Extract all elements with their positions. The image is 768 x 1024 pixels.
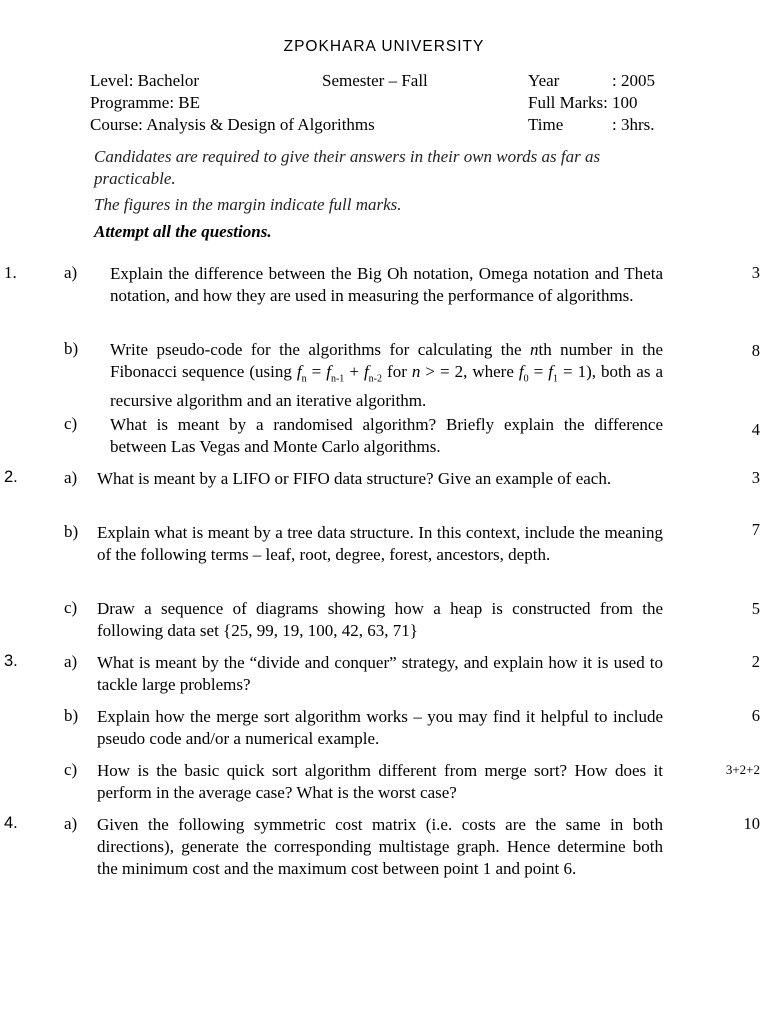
question-text-fibonacci: Write pseudo-code for the algorithms for calculating the nth number in the Fibonacci sequence (using $f_n = f_{n-1} + f_{n-2}$ for n > = 2, where $f_0 = f_1 = 1$), both as a recursive algorithm and an iterative algorithm. (110, 340, 663, 411)
level-field: Level: Bachelor (90, 71, 200, 90)
question-text: Explain the difference between the Big Oh notation, Omega notation and Theta notation, and how they are used in measuring the performance of algorithms. (110, 264, 663, 305)
question-text: What is meant by a randomised algorithm? Briefly explain the difference between Las Vegas and Monte Carlo algorithms. (110, 415, 663, 456)
marks: 8 (751, 341, 760, 360)
marks: 3 (751, 468, 760, 487)
instruction-marks: The figures in the margin indicate full marks. (94, 195, 402, 214)
question-text: What is meant by a LIFO or FIFO data structure? Give an example of each. (97, 469, 612, 488)
part-label: a) (64, 263, 78, 282)
question-text: Explain what is meant by a tree data structure. In this context, include the meaning of the following terms – leaf, root, degree, forest, ancestors, depth. (97, 523, 663, 564)
programme-field: Programme: BE (90, 93, 201, 112)
marks: 10 (743, 814, 760, 833)
part-label: c) (64, 414, 78, 433)
marks: 2 (751, 652, 760, 671)
part-label: b) (64, 522, 79, 541)
part-label: a) (64, 814, 78, 833)
question-text: Given the following symmetric cost matrix (i.e. costs are the same in both directions), generate the corresponding multistage graph. Hence determine both the minimum cost and the maximum cost between point 1 and point 6. (97, 815, 663, 878)
time-value: : 3hrs. (612, 115, 655, 134)
marks: 3 (751, 263, 760, 282)
marks: 7 (751, 520, 760, 539)
instruction-answers: Candidates are required to give their answers in their own words as far as practicable. (94, 147, 601, 188)
marks: 4 (751, 420, 760, 439)
course-field: Course: Analysis & Design of Algorithms (90, 115, 375, 134)
question-text: How is the basic quick sort algorithm different from merge sort? How does it perform in the average case? What is the worst case? (97, 761, 663, 802)
question-text: What is meant by the “divide and conquer” strategy, and explain how it is used to tackle large problems? (97, 653, 663, 694)
marks: 3+2+2 (725, 762, 760, 777)
question-number: 4. (4, 814, 18, 832)
semester-field: Semester – Fall (322, 71, 428, 90)
university-title: ZPOKHARA UNIVERSITY (283, 38, 485, 55)
part-label: a) (64, 468, 78, 487)
marks: 6 (751, 706, 760, 725)
year-label: Year (528, 71, 560, 90)
year-value: : 2005 (612, 71, 655, 90)
question-text: Explain how the merge sort algorithm works – you may find it helpful to include pseudo code and/or a numerical example. (97, 707, 663, 748)
question-number: 2. (4, 468, 18, 486)
part-label: c) (64, 760, 78, 779)
time-label: Time (528, 115, 564, 134)
part-label: b) (64, 339, 79, 358)
part-label: b) (64, 706, 79, 725)
question-number: 1. (4, 263, 17, 282)
question-number: 3. (4, 652, 18, 670)
marks: 5 (751, 599, 760, 618)
part-label: c) (64, 598, 78, 617)
full-marks-field: Full Marks: 100 (528, 93, 638, 112)
instruction-attempt: Attempt all the questions. (94, 222, 272, 241)
part-label: a) (64, 652, 78, 671)
question-text: Draw a sequence of diagrams showing how a heap is constructed from the following data set {25, 99, 19, 100, 42, 63, 71} (97, 599, 663, 640)
